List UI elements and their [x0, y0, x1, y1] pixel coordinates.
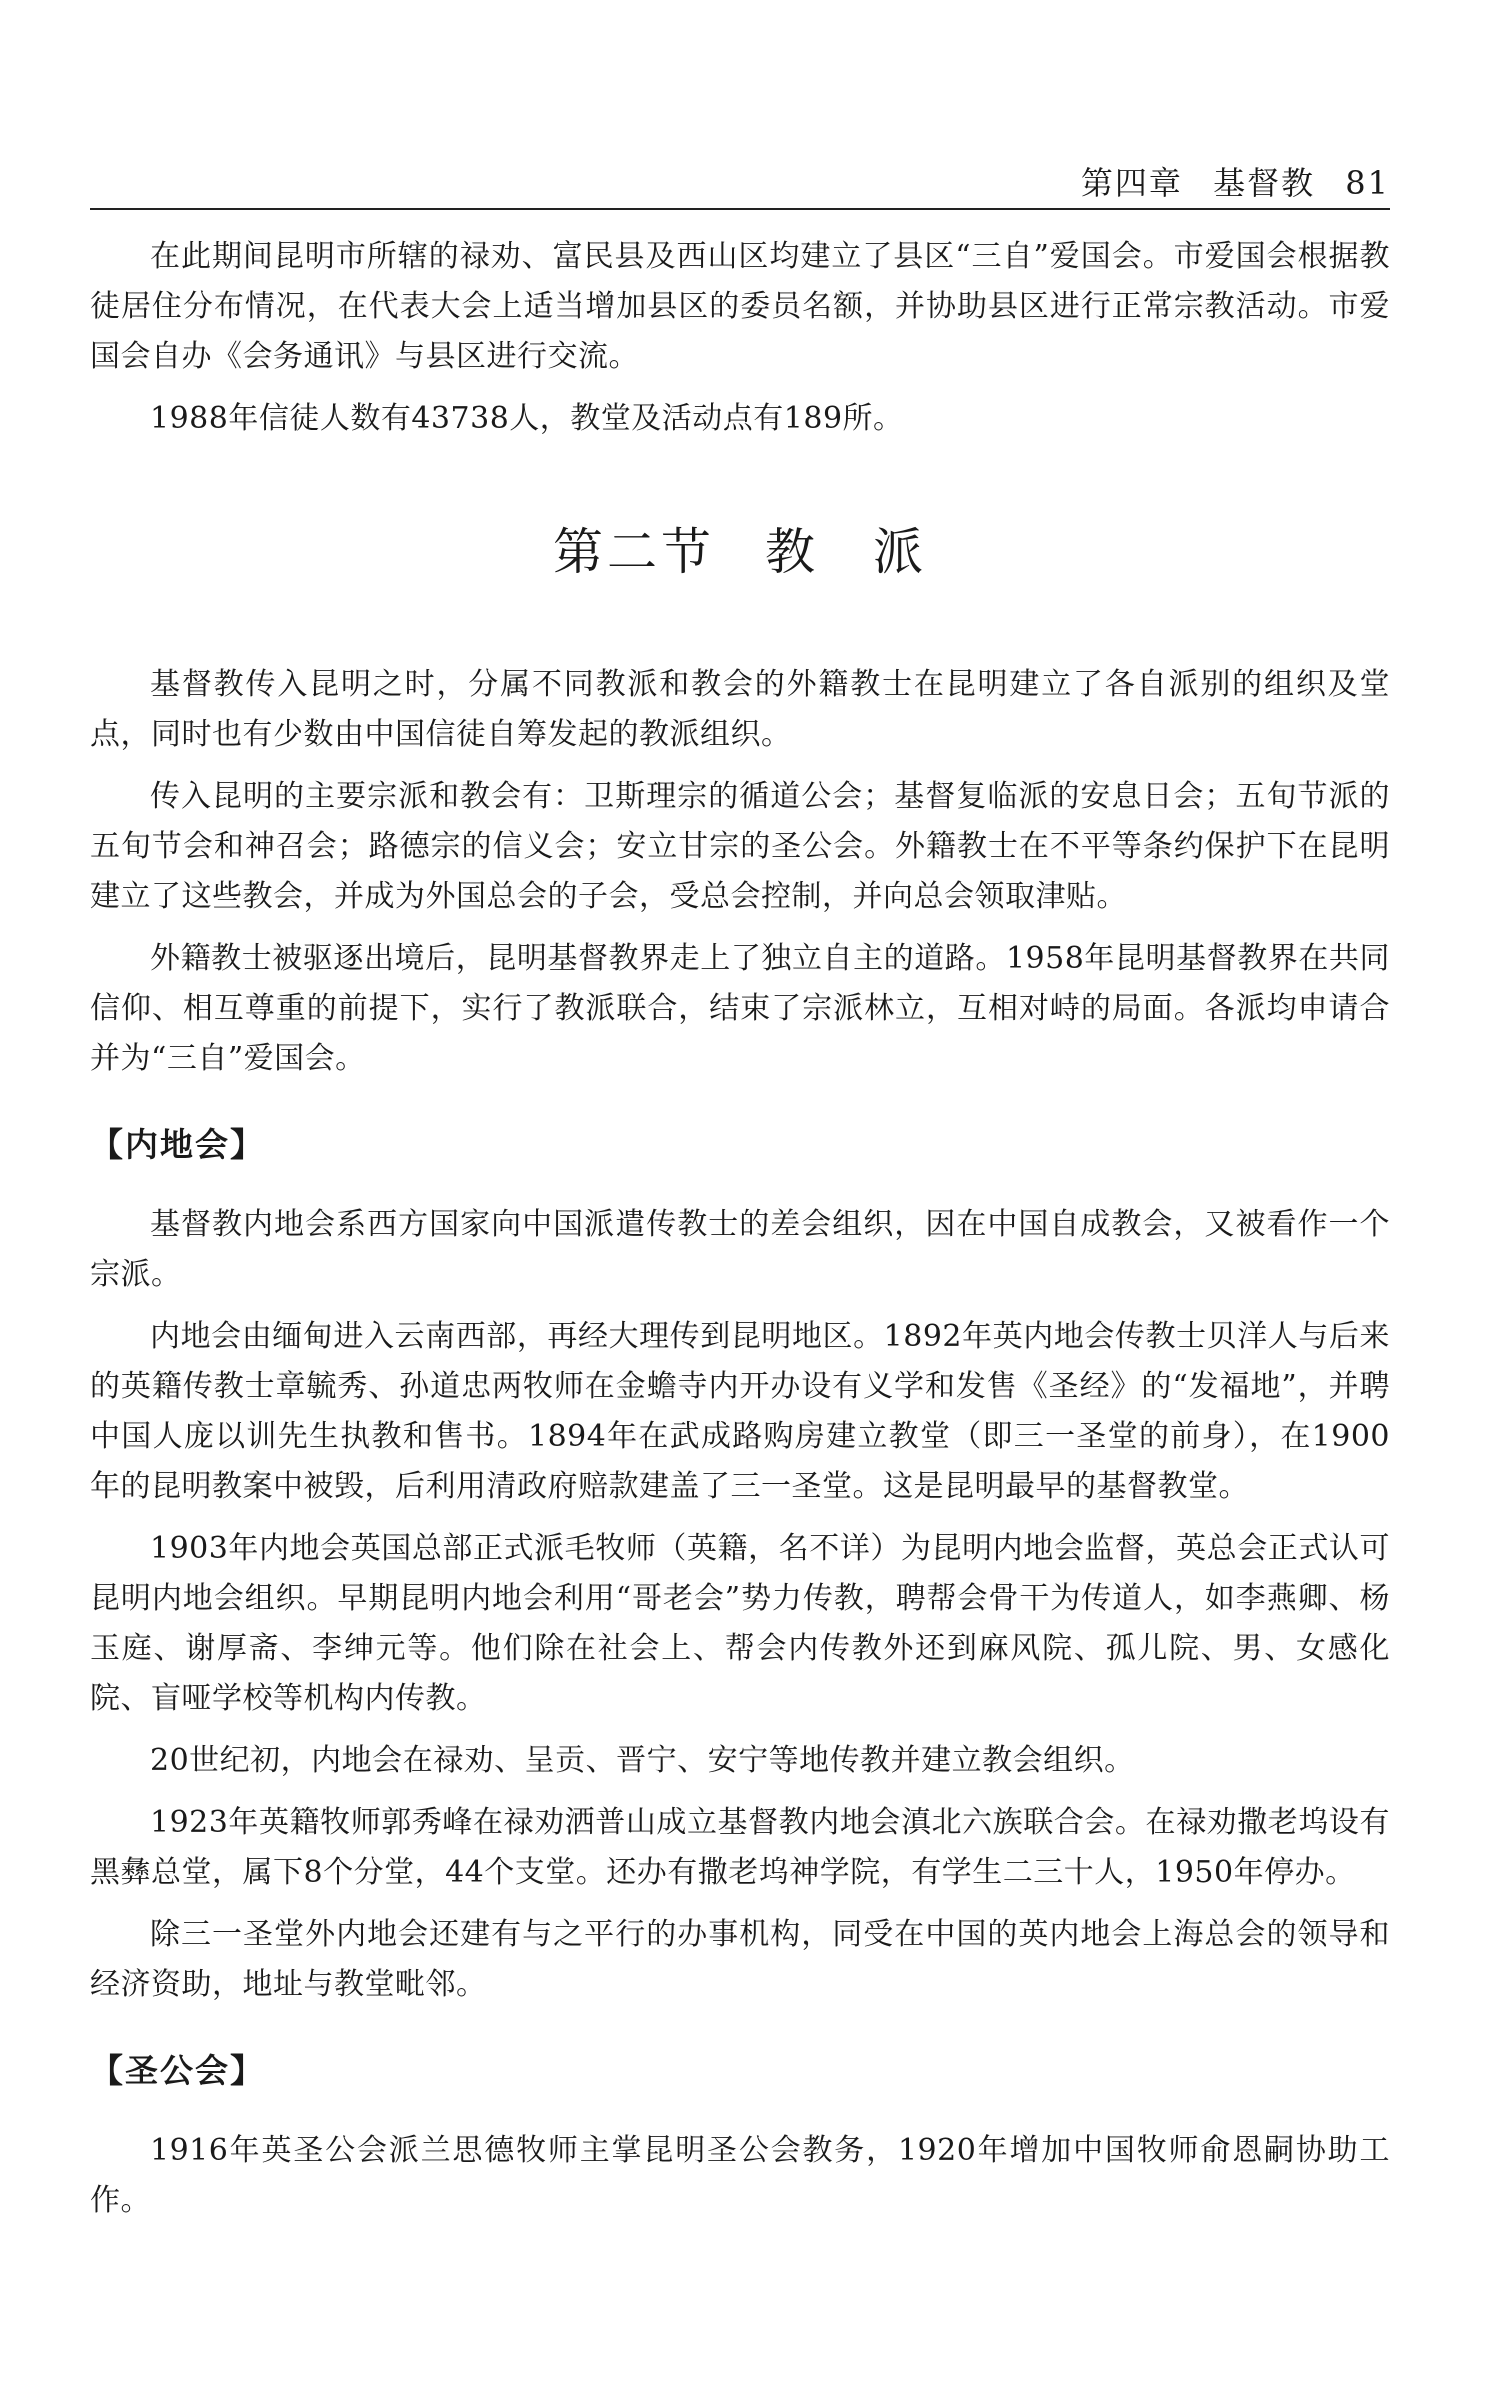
- paragraph: 1923年英籍牧师郭秀峰在禄劝洒普山成立基督教内地会滇北六族联合会。在禄劝撒老坞设有黑彝总堂，属下8个分堂，44个支堂。还办有撒老坞神学院，有学生二三十人，1950年停办。: [90, 1805, 1390, 1890]
- topic-label: 基督教: [1213, 164, 1316, 202]
- subsection-heading: 【圣公会】: [90, 2051, 265, 2090]
- paragraph: 基督教传入昆明之时，分属不同教派和教会的外籍教士在昆明建立了各自派别的组织及堂点，同时也有少数由中国信徒自筹发起的教派组织。: [90, 667, 1390, 752]
- section-number: 第二节: [553, 523, 715, 581]
- subsection-heading: 【内地会】: [90, 1125, 265, 1164]
- paragraph: 内地会由缅甸进入云南西部，再经大理传到昆明地区。1892年英内地会传教士贝洋人与后来的英籍传教士章毓秀、孙道忠两牧师在金蟾寺内开办设有义学和发售《圣经》的“发福地”，并聘中国人庞以训先生执教和售书。1894年在武成路购房建立教堂（即三一圣堂的前身），在1900年的昆明教案中被毁，后利用清政府赔款建盖了三一圣堂。这是昆明最早的基督教堂。: [90, 1319, 1390, 1504]
- paragraph: 除三一圣堂外内地会还建有与之平行的办事机构，同受在中国的英内地会上海总会的领导和经济资助，地址与教堂毗邻。: [90, 1917, 1390, 2002]
- paragraph: 传入昆明的主要宗派和教会有：卫斯理宗的循道公会；基督复临派的安息日会；五旬节派的五旬节会和神召会；路德宗的信义会；安立甘宗的圣公会。外籍教士在不平等条约保护下在昆明建立了这些教会，并成为外国总会的子会，受总会控制，并向总会领取津贴。: [90, 779, 1390, 914]
- paragraph: 1903年内地会英国总部正式派毛牧师（英籍，名不详）为昆明内地会监督，英总会正式认可昆明内地会组织。早期昆明内地会利用“哥老会”势力传教，聘帮会骨干为传道人，如李燕卿、杨玉庭、谢厚斋、李绅元等。他们除在社会上、帮会内传教外还到麻风院、孤儿院、男、女感化院、盲哑学校等机构内传教。: [90, 1531, 1390, 1716]
- book-page: [90, 0, 1390, 2383]
- paragraph: 1988年信徒人数有43738人，教堂及活动点有189所。: [150, 401, 904, 436]
- page-body: [90, 232, 1390, 2238]
- page-number: 81: [1345, 164, 1390, 202]
- paragraph: 在此期间昆明市所辖的禄劝、富民县及西山区均建立了县区“三自”爱国会。市爱国会根据教徒居住分布情况，在代表大会上适当增加县区的委员名额，并协助县区进行正常宗教活动。市爱国会自办《会务通讯》与县区进行交流。: [90, 239, 1390, 374]
- paragraph: 1916年英圣公会派兰思德牧师主掌昆明圣公会教务，1920年增加中国牧师俞恩嗣协助工作。: [90, 2133, 1390, 2218]
- section-title: [90, 522, 1390, 582]
- running-head: [1063, 158, 1390, 204]
- paragraph: 20世纪初，内地会在禄劝、呈贡、晋宁、安宁等地传教并建立教会组织。: [150, 1743, 1135, 1778]
- paragraph: 基督教内地会系西方国家向中国派遣传教士的差会组织，因在中国自成教会，又被看作一个宗派。: [90, 1207, 1390, 1292]
- header-rule: [90, 208, 1390, 210]
- chapter-label: 第四章: [1080, 164, 1183, 202]
- section-name: 教 派: [765, 523, 927, 581]
- paragraph: 外籍教士被驱逐出境后，昆明基督教界走上了独立自主的道路。1958年昆明基督教界在共同信仰、相互尊重的前提下，实行了教派联合，结束了宗派林立，互相对峙的局面。各派均申请合并为“三自”爱国会。: [90, 941, 1390, 1076]
